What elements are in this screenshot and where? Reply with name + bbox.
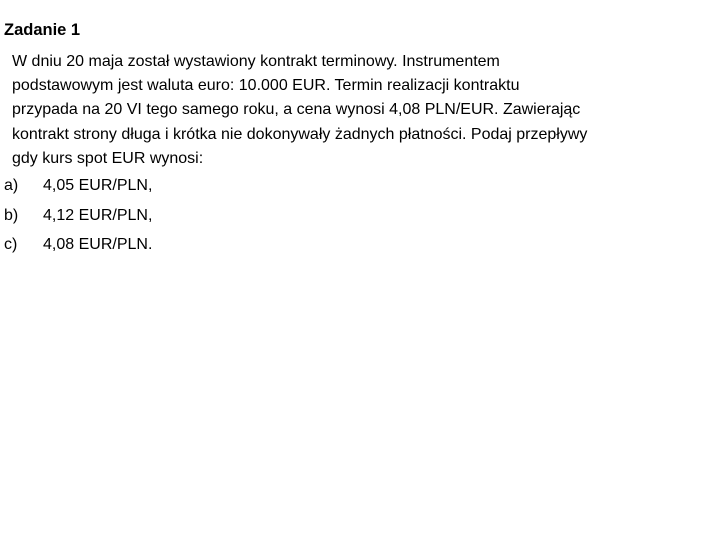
option-a xyxy=(4,171,152,201)
option-label: c) xyxy=(4,236,18,253)
description-line: przypada na 20 VI tego samego roku, a cena wynosi 4,08 PLN/EUR. Zawierając xyxy=(12,101,581,119)
option-b xyxy=(4,201,152,231)
option-value: 4,05 EUR/PLN, xyxy=(43,177,153,194)
option-value: 4,12 EUR/PLN, xyxy=(43,206,153,224)
description-line: gdy kurs spot EUR wynosi: xyxy=(12,149,204,167)
description-line: W dniu 20 maja został wystawiony kontrakt terminowy. Instrumentem xyxy=(12,53,500,70)
answer-options xyxy=(4,171,152,260)
option-value: 4,08 EUR/PLN. xyxy=(43,236,153,253)
task-description xyxy=(12,50,712,171)
description-line: kontrakt strony długa i krótka nie dokonywały żadnych płatności. Podaj przepływy xyxy=(12,125,588,143)
option-c xyxy=(4,230,152,260)
task-title: Zadanie 1 xyxy=(4,21,81,39)
option-label: a) xyxy=(4,177,19,194)
option-label: b) xyxy=(4,206,19,224)
description-line: podstawowym jest waluta euro: 10.000 EUR. Termin realizacji kontraktu xyxy=(12,77,520,95)
